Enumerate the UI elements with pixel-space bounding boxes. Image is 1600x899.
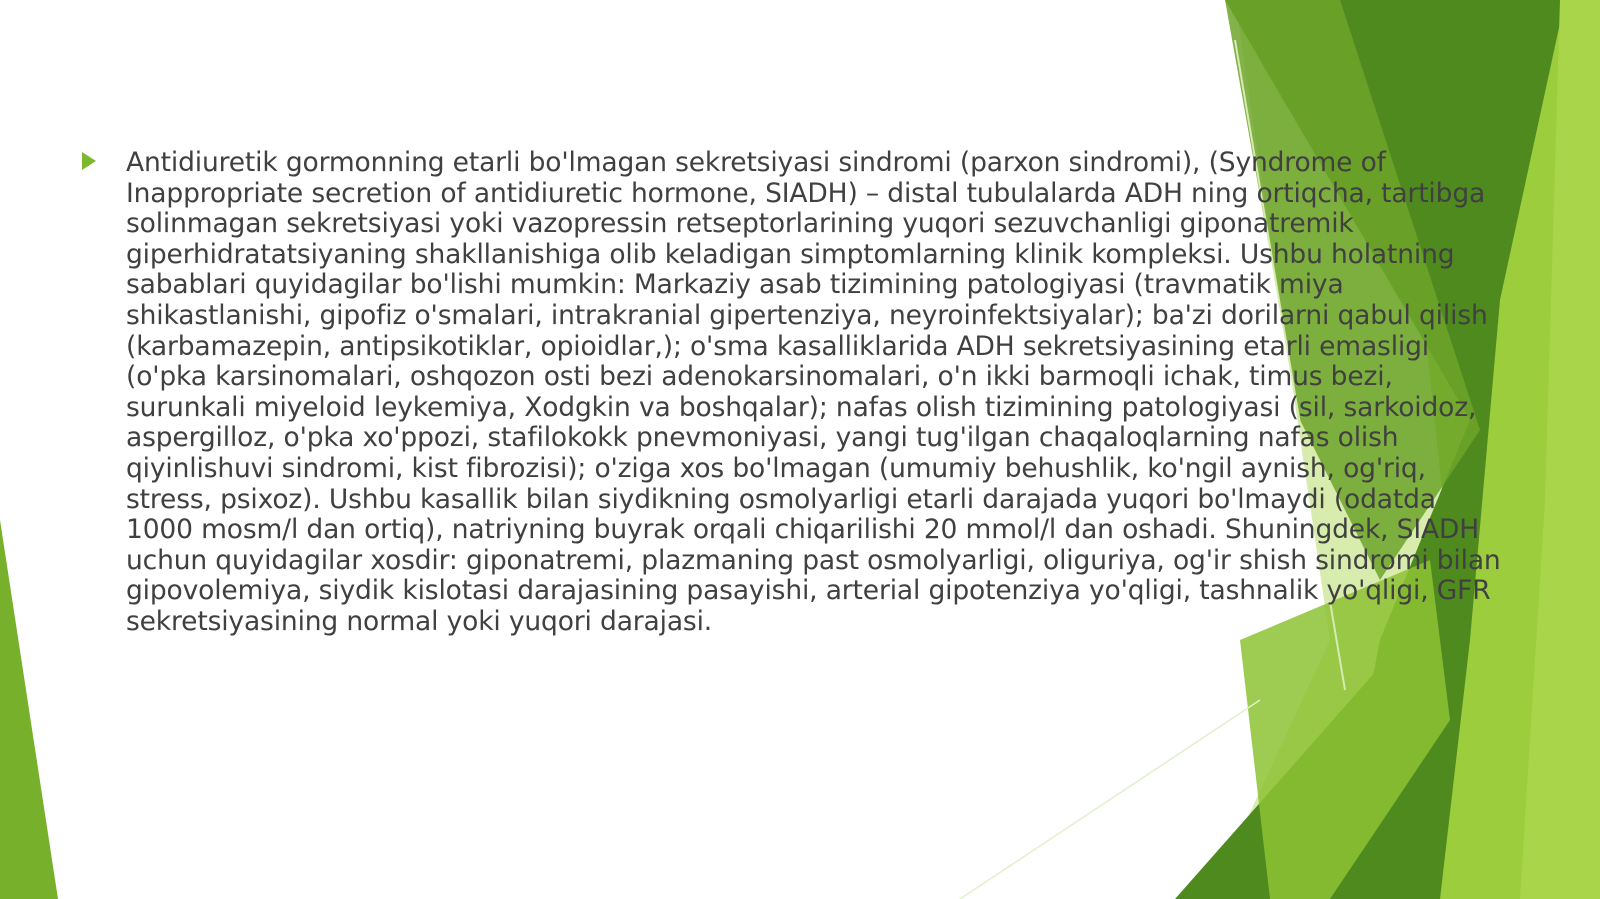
bullet-item [82, 148, 1502, 638]
triangle-bullet-icon [82, 148, 126, 174]
bullet-paragraph: Antidiuretik gormonning etarli bo'lmagan sekretsiyasi sindromi (parxon sindromi), (Syndrome of Inappropriate secretion of antidiuretic hormone, SIADH) – distal tubulalarda ADH ning ortiqcha, tartibga solinmagan sekretsiyasi yoki vazopressin retseptorlarining yuqori sezuvchanligi giponatremik giperhidratatsiyaning shakllanishiga olib keladigan simptomlarning klinik kompleksi. Ushbu holatning sabablari quyidagilar bo'lishi mumkin: Markaziy asab tizimining patologiyasi (travmatik miya shikastlanishi, gipofiz o'smalari, intrakranial gipertenziya, neyroinfektsiyalar); ba'zi dorilarni qabul qilish (karbamazepin, antipsikotiklar, opioidlar,); o'sma kasalliklarida ADH sekretsiyasining etarli emasligi (o'pka karsinomalari, oshqozon osti bezi adenokarsinomalari, o'n ikki barmoqli ichak, timus bezi, surunkali miyeloid leykemiya, Xodgkin va boshqalar); nafas olish tizimining patologiyasi (sil, sarkoidoz, aspergilloz, o'pka xo'ppozi, stafilokokk pnevmoniyasi, yangi tug'ilgan chaqaloqlarning nafas olish qiyinlishuvi sindromi, kist fibrozisi); o'ziga xos bo'lmagan (umumiy behushlik, ko'ngil aynish, og'riq, stress, psixoz). Ushbu kasallik bilan siydikning osmolyarligi etarli darajada yuqori bo'lmaydi (odatda 1000 mosm/l dan ortiq), natriyning buyrak orqali chiqarilishi 20 mmol/l dan oshadi. Shuningdek, SIADH uchun quyidagilar xosdir: giponatremi, plazmaning past osmolyarligi, oliguriya, og'ir shish sindromi bilan gipovolemiya, siydik kislotasi darajasining pasayishi, arterial gipotenziya yo'qligi, tashnalik yo'qligi, GFR sekretsiyasining normal yoki yuqori darajasi. [126, 147, 1501, 637]
left-green-wedge [0, 520, 58, 899]
